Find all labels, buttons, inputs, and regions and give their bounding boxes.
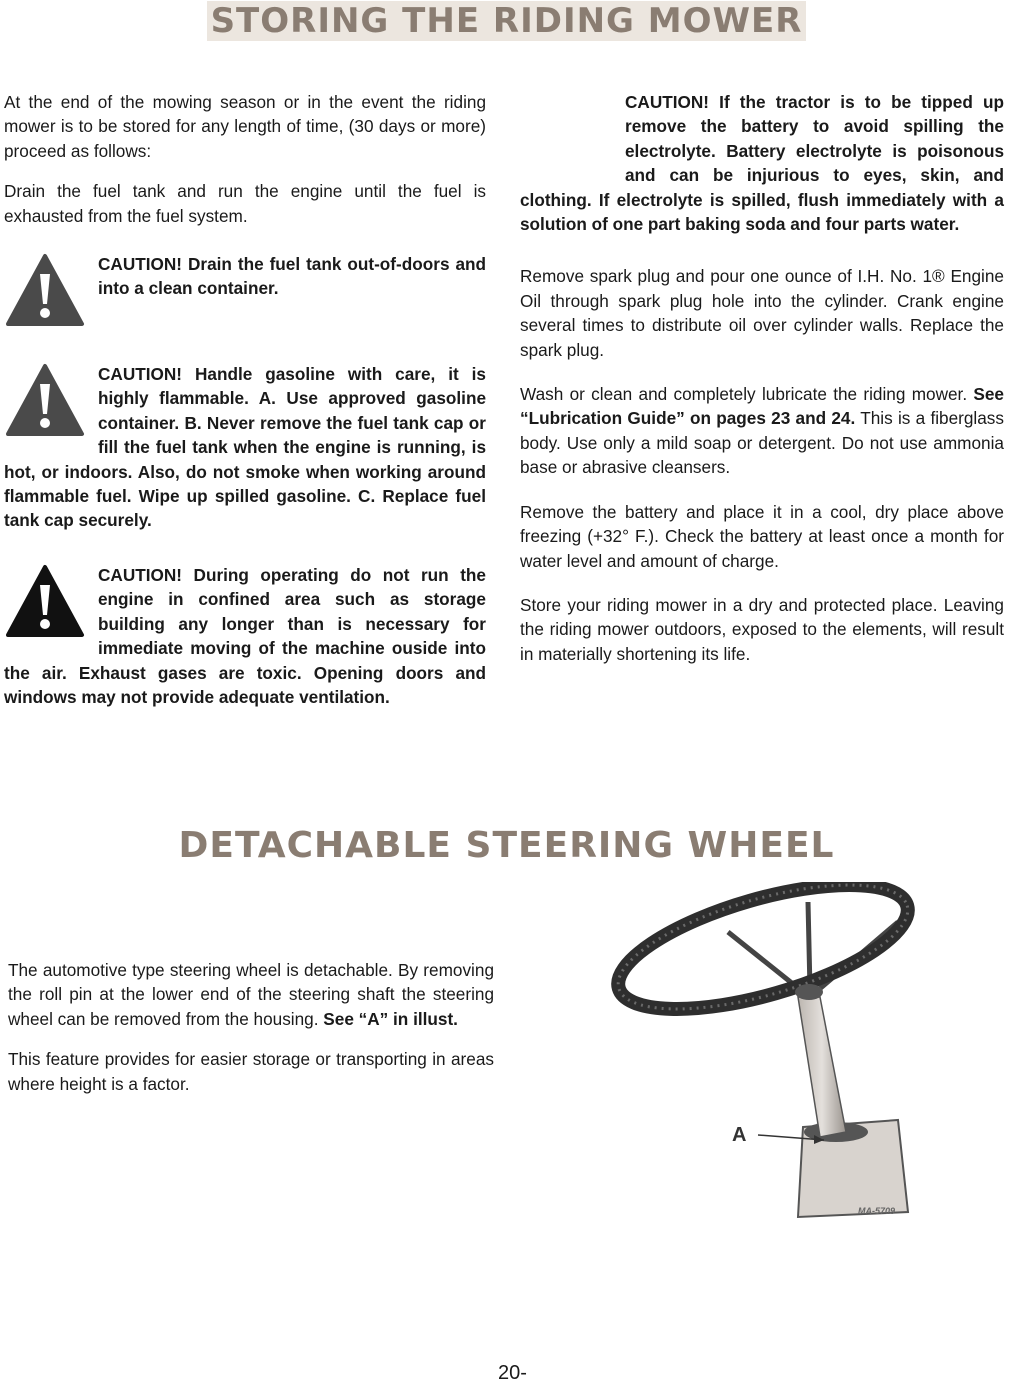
steering-detachable-text: The automotive type steering wheel is detachable. By removing the roll pin at the lower end of the steering shaft the steering wheel can be removed from the housing.: [8, 960, 494, 1029]
caution-text: Drain the fuel tank out-of-doors and into a clean container.: [98, 254, 486, 299]
lubrication-guide-reference: See “Lubrication Guide” on pages 23 and 24.: [520, 384, 1004, 429]
fiberglass-text: This is a fiberglass body. Use only a mild soap or detergent. Do not use ammonia base or abrasive cleansers.: [520, 408, 1004, 478]
paragraph-drain-fuel: Drain the fuel tank and run the engine until the fuel is exhausted from the fuel system.: [4, 181, 486, 226]
right-column: [520, 90, 1004, 682]
caution-label: CAUTION!: [98, 364, 183, 385]
caution-text: Handle gasoline with care, it is highly flammable. A. Use approved gasoline container. B. Never remove the fuel tank cap or fill the fuel tank when the engine is running, is hot, or indoors. Also, do not smoke when working around flammable fuel. Wipe up spilled gasoline. C. Replace fuel tank cap securely.: [4, 364, 486, 531]
paragraph-store: Store your riding mower in a dry and protected place. Leaving the riding mower outdoors, exposed to the elements, will result in materially shortening its life.: [520, 594, 1004, 664]
warning-icon-placeholder: [520, 90, 615, 166]
steering-wheel-illustration: [598, 882, 928, 1222]
illust-label-a: A: [732, 1124, 747, 1146]
caution-label: CAUTION!: [98, 564, 183, 585]
paragraph-storage-feature: This feature provides for easier storage or transporting in areas where height is a factor.: [8, 1049, 494, 1094]
page-number: 20-: [498, 1362, 527, 1384]
illust-reference: See “A” in illust.: [323, 1008, 458, 1029]
caution-text: During operating do not run the engine in confined area such as storage building any longer than is necessary for immediate moving of the machine ouside into the air. Exhaust gases are toxic. Opening doors and windows may not provide adequate ventilation.: [4, 564, 486, 707]
caution-gasoline: [4, 362, 486, 533]
paragraph-battery: Remove the battery and place it in a cool, dry place above freezing (+32° F.). Check the battery at least once a month for water level and amount of charge.: [520, 501, 1004, 571]
paragraph-lubricate: [520, 382, 1004, 480]
caution-drain-fuel: [4, 252, 486, 332]
paragraph-steering-detachable: [8, 958, 494, 1031]
warning-triangle-icon: [4, 252, 86, 328]
caution-label: CAUTION!: [625, 92, 710, 112]
section-title-steering: DETACHABLE STEERING WHEEL: [178, 825, 835, 866]
warning-triangle-icon: [4, 563, 86, 639]
lubricate-text: Wash or clean and completely lubricate the riding mower.: [520, 384, 968, 405]
section-title-storing: STORING THE RIDING MOWER: [0, 4, 1013, 38]
caution-exhaust: [4, 563, 486, 709]
paragraph-spark-plug: Remove spark plug and pour one ounce of I.H. No. 1® Engine Oil through spark plug hole into the cylinder. Crank engine several times to distribute oil over cylinder walls. Replace the spark plug.: [520, 266, 1004, 360]
steering-text: [8, 958, 494, 1112]
paragraph-storage-intro: At the end of the mowing season or in the event the riding mower is to be stored for any length of time, (30 days or more) proceed as follows:: [4, 92, 486, 161]
caution-text: If the tractor is to be tipped up remove the battery to avoid spilling the electrolyte. Battery electrolyte is poisonous and can be injurious to eyes, skin, and clothing. If electrolyte is spilled, flush immediately with a solution of one part baking soda and four parts water.: [520, 92, 1004, 235]
caution-label: CAUTION!: [98, 254, 183, 275]
caution-battery: [520, 90, 1004, 236]
left-column: [4, 90, 486, 733]
warning-triangle-icon: [4, 362, 86, 438]
illust-code: MA-5709: [858, 1206, 896, 1216]
